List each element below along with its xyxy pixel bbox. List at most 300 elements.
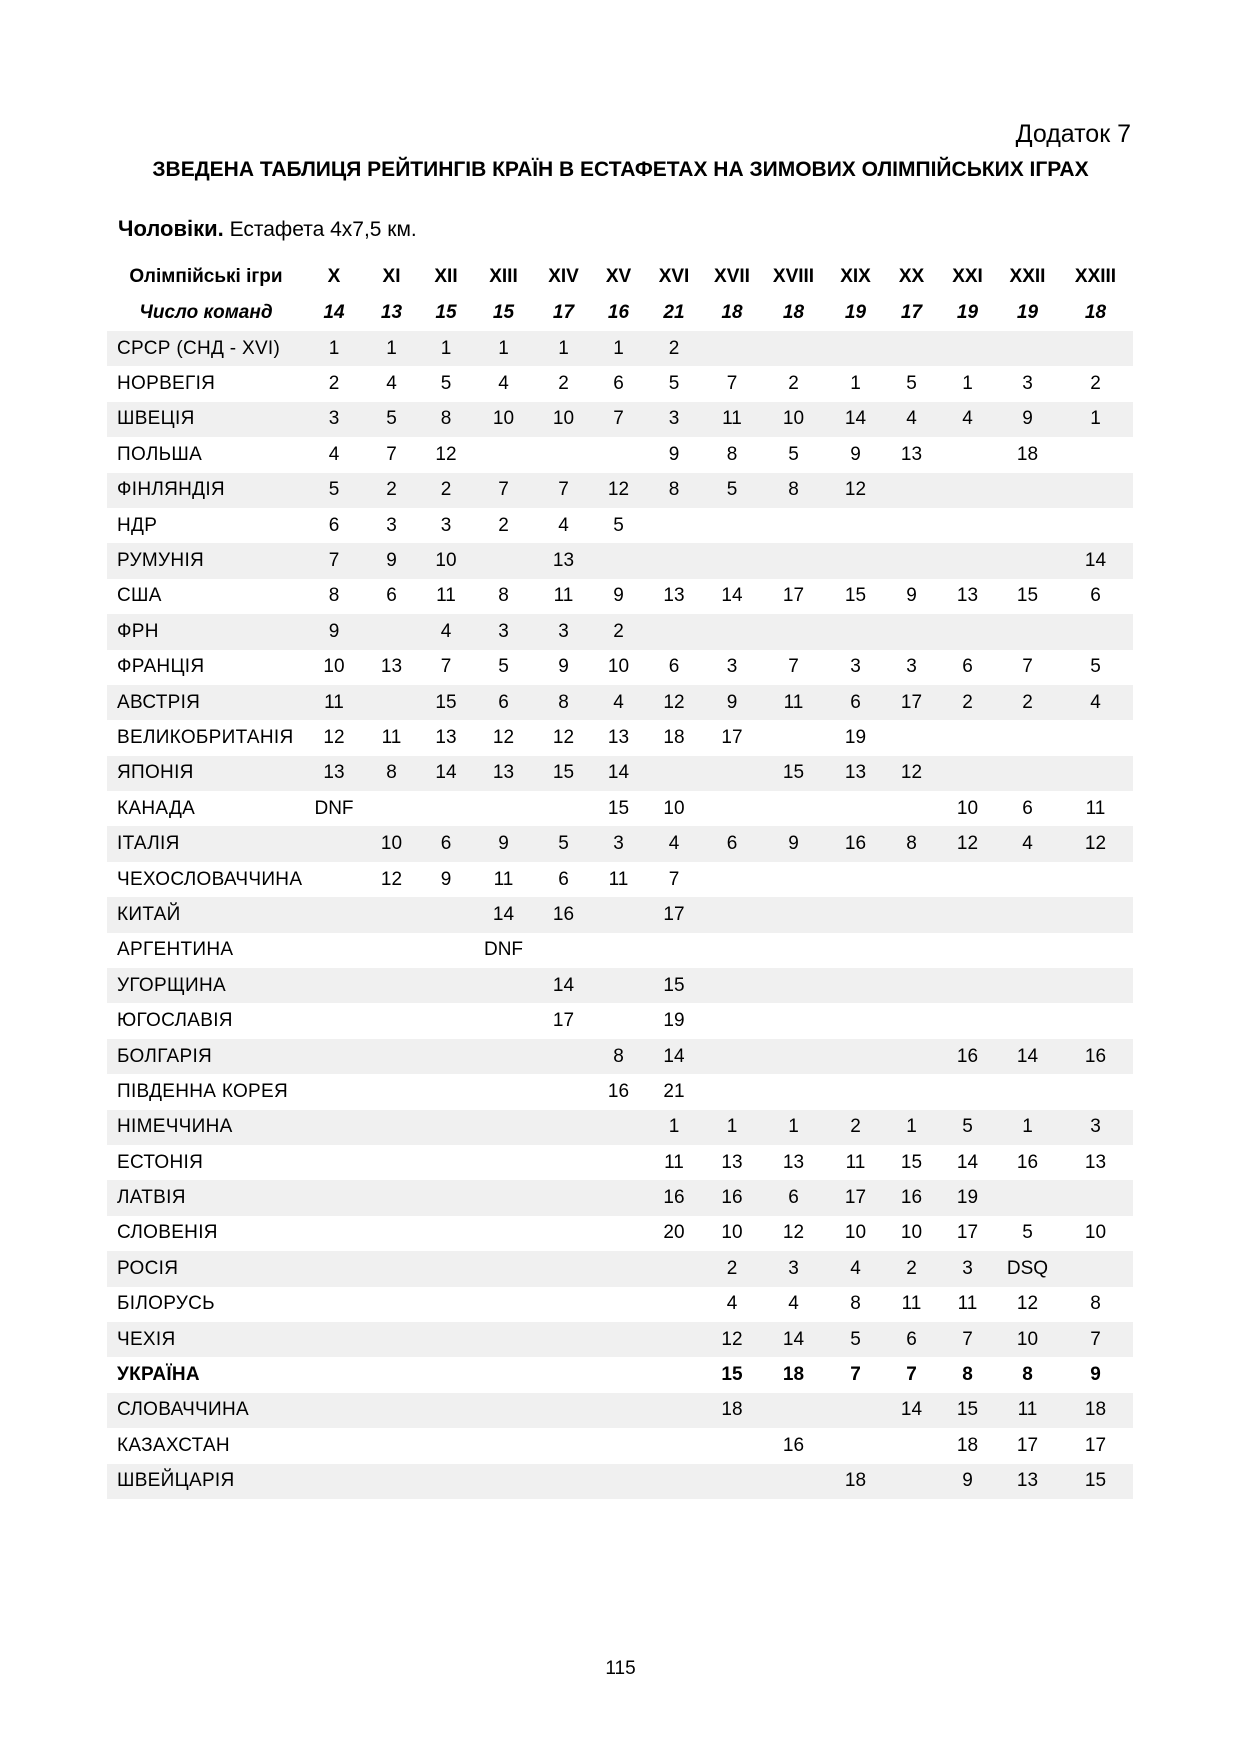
rank-cell — [645, 756, 703, 791]
rank-cell — [472, 1110, 535, 1145]
rank-cell — [645, 1251, 703, 1286]
table-row — [107, 437, 1133, 472]
rank-cell: 3 — [613, 833, 624, 855]
rank-cell: 12 — [1016, 1293, 1039, 1315]
rank-cell: 11 — [324, 691, 344, 713]
rank-cell: 8 — [328, 585, 340, 607]
country-name: ІТАЛІЯ — [117, 833, 180, 855]
rank-cell: 1 — [850, 373, 861, 395]
rank-cell: 8 — [1090, 1293, 1101, 1315]
table-row — [107, 862, 1133, 897]
rank-cell — [363, 933, 420, 968]
subtitle-event: Естафета 4х7,5 км. — [223, 218, 417, 241]
rank-cell: 10 — [663, 797, 685, 819]
rank-cell: 12 — [1084, 833, 1107, 855]
rank-cell: 4 — [613, 691, 624, 713]
table-row — [107, 579, 1133, 614]
rank-cell: 1 — [558, 337, 569, 359]
rank-cell — [305, 1003, 363, 1038]
rank-cell: 17 — [782, 585, 805, 607]
rank-cell: 13 — [607, 726, 630, 748]
games-header-cell: XIV — [548, 266, 579, 287]
table-row — [107, 720, 1133, 755]
rank-cell — [420, 1357, 472, 1392]
rank-cell — [472, 1074, 535, 1109]
rank-cell: 18 — [663, 726, 685, 748]
rank-cell — [363, 1428, 420, 1463]
rank-cell: 14 — [663, 1045, 685, 1067]
rank-cell: 4 — [850, 1257, 861, 1279]
rank-cell: 3 — [558, 620, 569, 642]
rank-cell: 1 — [788, 1116, 799, 1138]
country-name: АВСТРІЯ — [117, 691, 201, 713]
rank-cell: 9 — [558, 656, 569, 678]
rank-cell: 5 — [386, 408, 397, 430]
rank-cell — [1058, 933, 1133, 968]
rank-cell — [363, 1074, 420, 1109]
rank-cell: 1 — [613, 337, 624, 359]
rank-cell: 1 — [1022, 1116, 1033, 1138]
rank-cell: 15 — [435, 691, 457, 713]
games-header-cell: XXI — [952, 266, 983, 287]
country-name: РУМУНІЯ — [117, 550, 205, 572]
rank-cell: 13 — [900, 443, 923, 465]
rank-cell — [703, 614, 761, 649]
rank-cell: 7 — [1090, 1328, 1101, 1350]
rank-cell — [363, 1145, 420, 1180]
rank-cell: 6 — [962, 656, 973, 678]
rank-cell: 14 — [956, 1151, 979, 1173]
rank-cell — [592, 437, 645, 472]
rank-cell: 3 — [1090, 1116, 1101, 1138]
rank-cell: 4 — [906, 408, 917, 430]
rank-cell — [938, 437, 997, 472]
rank-cell: 2 — [788, 373, 799, 395]
rank-cell: 7 — [498, 479, 509, 501]
rank-cell: 9 — [498, 833, 509, 855]
rank-cell — [535, 1145, 592, 1180]
rank-cell — [938, 331, 997, 366]
rank-cell — [535, 1180, 592, 1215]
games-header-cell: XVII — [714, 266, 750, 287]
rank-cell: 5 — [850, 1328, 861, 1350]
rank-cell: 18 — [1016, 443, 1039, 465]
table-row — [107, 1428, 1133, 1463]
games-header-cell: XI — [382, 266, 401, 287]
table-row — [107, 1074, 1133, 1109]
rank-cell — [826, 331, 885, 366]
rank-cell — [535, 1039, 592, 1074]
country-name: США — [117, 585, 162, 607]
country-name: СРСР (СНД - XVI) — [117, 337, 281, 359]
games-header-cell: XV — [605, 266, 632, 287]
rank-cell: 9 — [788, 833, 799, 855]
rank-cell: 16 — [956, 1045, 979, 1067]
rank-cell — [363, 1322, 420, 1357]
rank-cell — [1058, 473, 1133, 508]
rank-cell: 5 — [906, 373, 917, 395]
table-row — [107, 685, 1133, 720]
rank-cell — [472, 968, 535, 1003]
country-name: ЯПОНІЯ — [117, 762, 194, 784]
rank-cell — [420, 1322, 472, 1357]
rank-cell — [938, 897, 997, 932]
rank-cell: 6 — [668, 656, 680, 678]
rank-cell — [420, 1287, 472, 1322]
rank-cell: 8 — [1022, 1364, 1033, 1386]
rank-cell — [645, 543, 703, 578]
rank-cell — [535, 1322, 592, 1357]
rank-cell — [938, 968, 997, 1003]
rank-cell — [645, 508, 703, 543]
rank-cell — [592, 1110, 645, 1145]
section-subtitle — [118, 216, 417, 242]
country-name: ФРН — [117, 620, 159, 642]
rank-cell — [997, 543, 1058, 578]
rank-cell: 13 — [552, 550, 575, 572]
rank-cell — [1058, 756, 1133, 791]
rank-cell — [363, 1357, 420, 1392]
rank-cell: 3 — [440, 514, 452, 536]
rank-cell — [703, 543, 761, 578]
rank-cell: 9 — [613, 585, 624, 607]
rank-cell — [420, 933, 472, 968]
rank-cell — [1058, 508, 1133, 543]
rank-cell — [885, 1074, 938, 1109]
team-count-row — [107, 295, 1133, 331]
rank-cell: 15 — [1084, 1470, 1107, 1492]
rankings-table — [107, 259, 1133, 1499]
rank-cell — [761, 968, 826, 1003]
rank-cell: 7 — [850, 1364, 861, 1386]
rank-cell — [420, 1074, 472, 1109]
rank-cell — [885, 1003, 938, 1038]
rank-cell: 13 — [435, 726, 457, 748]
rank-cell — [305, 1180, 363, 1215]
rank-cell: 8 — [850, 1293, 861, 1315]
rank-cell — [363, 1110, 420, 1145]
rank-cell — [592, 1003, 645, 1038]
rank-cell: 4 — [668, 833, 680, 855]
rank-cell — [703, 756, 761, 791]
rank-cell — [997, 862, 1058, 897]
rank-cell — [761, 1074, 826, 1109]
rank-cell: DNF — [314, 797, 354, 819]
rank-cell: 2 — [558, 373, 569, 395]
rank-cell: 8 — [788, 479, 799, 501]
rank-cell — [535, 1216, 592, 1251]
rank-cell: 15 — [844, 585, 867, 607]
rank-cell — [592, 1216, 645, 1251]
rank-cell — [938, 473, 997, 508]
country-name: НОРВЕГІЯ — [117, 373, 216, 395]
rank-cell: 9 — [328, 620, 340, 642]
rank-cell: 5 — [613, 514, 624, 536]
rank-cell — [997, 968, 1058, 1003]
rank-cell: 3 — [668, 408, 680, 430]
rank-cell: 6 — [726, 833, 738, 855]
rank-cell: 6 — [788, 1187, 799, 1209]
rank-cell — [826, 897, 885, 932]
rank-cell: 12 — [607, 479, 630, 501]
rank-cell: 2 — [613, 620, 624, 642]
games-header-cell: XXII — [1009, 266, 1046, 287]
rank-cell: 8 — [498, 585, 509, 607]
rank-cell — [761, 614, 826, 649]
rank-cell: 10 — [1084, 1222, 1107, 1244]
rank-cell — [761, 933, 826, 968]
country-name: ПОЛЬША — [117, 443, 203, 465]
rank-cell: 2 — [962, 691, 973, 713]
rank-cell: 10 — [721, 1222, 743, 1244]
team-count-cell: 19 — [956, 302, 979, 323]
team-count-label: Число команд — [139, 302, 273, 323]
table-row — [107, 473, 1133, 508]
rank-cell — [305, 1357, 363, 1392]
rank-cell: 4 — [962, 408, 973, 430]
rank-cell: 19 — [663, 1010, 685, 1032]
rank-cell — [592, 1357, 645, 1392]
rank-cell — [420, 1428, 472, 1463]
rank-cell: 12 — [492, 726, 515, 748]
rank-cell: 14 — [492, 903, 515, 925]
rank-cell: 3 — [726, 656, 738, 678]
rank-cell: 17 — [552, 1010, 575, 1032]
rank-cell: 7 — [386, 443, 397, 465]
rank-cell — [1058, 437, 1133, 472]
rank-cell: 18 — [782, 1364, 805, 1386]
table-row — [107, 366, 1133, 401]
rank-cell: 4 — [1022, 833, 1033, 855]
rank-cell: 6 — [328, 514, 340, 536]
rank-cell — [645, 1287, 703, 1322]
rank-cell: 11 — [664, 1151, 684, 1173]
rank-cell — [305, 933, 363, 968]
rank-cell: 4 — [498, 373, 509, 395]
rank-cell — [885, 968, 938, 1003]
rank-cell: 6 — [850, 691, 861, 713]
rank-cell: 17 — [1016, 1434, 1039, 1456]
rank-cell — [885, 508, 938, 543]
rank-cell: 2 — [498, 514, 509, 536]
rank-cell — [645, 1464, 703, 1499]
rank-cell — [1058, 720, 1133, 755]
rank-cell: 7 — [440, 656, 452, 678]
rank-cell — [592, 1287, 645, 1322]
rank-cell: 1 — [906, 1116, 917, 1138]
rank-cell: 12 — [435, 443, 457, 465]
team-count-cell: 19 — [1016, 302, 1039, 323]
rank-cell — [703, 933, 761, 968]
rank-cell: 7 — [788, 656, 799, 678]
rank-cell: 15 — [663, 974, 685, 996]
rank-cell: 2 — [726, 1257, 738, 1279]
country-name: ЧЕХІЯ — [117, 1328, 176, 1350]
rank-cell: 6 — [386, 585, 397, 607]
rank-cell: 13 — [1084, 1151, 1107, 1173]
rank-cell: 13 — [844, 762, 867, 784]
rank-cell — [997, 473, 1058, 508]
rank-cell: 16 — [607, 1080, 630, 1102]
rank-cell: 2 — [1022, 691, 1033, 713]
table-row — [107, 650, 1133, 685]
rank-cell: 13 — [380, 656, 403, 678]
rank-cell — [826, 1039, 885, 1074]
rank-cell: 5 — [558, 833, 569, 855]
rank-cell — [761, 1393, 826, 1428]
rank-cell — [472, 1145, 535, 1180]
rank-cell — [420, 897, 472, 932]
rank-cell — [592, 897, 645, 932]
rank-cell — [535, 1251, 592, 1286]
rank-cell: 5 — [1090, 656, 1101, 678]
rank-cell — [472, 1464, 535, 1499]
rank-cell — [826, 543, 885, 578]
country-name: УКРАЇНА — [117, 1364, 200, 1386]
table-row — [107, 826, 1133, 861]
rank-cell: 1 — [1090, 408, 1101, 430]
rank-cell — [305, 1393, 363, 1428]
rank-cell: 15 — [900, 1151, 923, 1173]
rank-cell — [592, 1145, 645, 1180]
rank-cell — [997, 1180, 1058, 1215]
rank-cell: 20 — [663, 1222, 685, 1244]
rank-cell — [826, 1393, 885, 1428]
rank-cell — [305, 1110, 363, 1145]
rank-cell — [761, 1464, 826, 1499]
rank-cell — [305, 862, 363, 897]
rank-cell: 7 — [668, 868, 680, 890]
rank-cell: 19 — [956, 1187, 979, 1209]
rank-cell — [535, 1287, 592, 1322]
rank-cell — [535, 791, 592, 826]
rank-cell: 14 — [435, 762, 457, 784]
rank-cell: 10 — [900, 1222, 923, 1244]
rank-cell: 9 — [962, 1470, 973, 1492]
rank-cell: 17 — [663, 903, 685, 925]
rank-cell — [703, 1003, 761, 1038]
rank-cell: 1 — [328, 337, 340, 359]
table-row — [107, 933, 1133, 968]
rank-cell: 19 — [844, 726, 867, 748]
rank-cell — [938, 1003, 997, 1038]
rank-cell: 13 — [663, 585, 685, 607]
rank-cell — [761, 1039, 826, 1074]
table-row — [107, 1145, 1133, 1180]
rank-cell: 10 — [607, 656, 630, 678]
rank-cell: 12 — [721, 1328, 743, 1350]
table-row — [107, 508, 1133, 543]
rank-cell — [761, 720, 826, 755]
rank-cell — [592, 1251, 645, 1286]
rank-cell: 2 — [386, 479, 397, 501]
table-row — [107, 614, 1133, 649]
rank-cell — [305, 1216, 363, 1251]
table-row — [107, 1287, 1133, 1322]
country-name: ВЕЛИКОБРИТАНІЯ — [117, 726, 294, 748]
rank-cell — [420, 1393, 472, 1428]
rank-cell — [761, 543, 826, 578]
rank-cell — [997, 756, 1058, 791]
table-row — [107, 331, 1133, 366]
rank-cell: 15 — [1016, 585, 1039, 607]
rank-cell — [305, 1039, 363, 1074]
rank-cell: 12 — [900, 762, 923, 784]
rank-cell — [761, 1003, 826, 1038]
rank-cell — [363, 685, 420, 720]
rank-cell: 1 — [668, 1116, 680, 1138]
rank-cell — [938, 614, 997, 649]
rank-cell — [535, 1110, 592, 1145]
rank-cell — [826, 933, 885, 968]
rank-cell: 11 — [381, 726, 402, 748]
rank-cell: 11 — [1017, 1399, 1038, 1421]
rank-cell — [363, 1180, 420, 1215]
country-name: ЕСТОНІЯ — [117, 1151, 204, 1173]
rank-cell — [305, 1251, 363, 1286]
rank-cell — [472, 1180, 535, 1215]
rank-cell: 16 — [552, 903, 575, 925]
rank-cell: 5 — [440, 373, 452, 395]
games-header-cell: XXIII — [1074, 266, 1117, 287]
rank-cell: 8 — [440, 408, 452, 430]
country-name: СЛОВАЧЧИНА — [117, 1399, 249, 1421]
rank-cell — [938, 933, 997, 968]
rank-cell: 12 — [663, 691, 685, 713]
rank-cell: 8 — [962, 1364, 973, 1386]
rank-cell: 1 — [440, 337, 452, 359]
rank-cell — [826, 508, 885, 543]
rank-cell — [645, 1357, 703, 1392]
rank-cell — [826, 1074, 885, 1109]
rank-cell — [645, 933, 703, 968]
rank-cell — [703, 1039, 761, 1074]
rank-cell — [305, 826, 363, 861]
rank-cell: 12 — [552, 726, 575, 748]
rank-cell: 15 — [721, 1364, 743, 1386]
rank-cell — [592, 1180, 645, 1215]
rank-cell — [420, 1110, 472, 1145]
rank-cell — [363, 791, 420, 826]
rank-cell — [472, 1428, 535, 1463]
team-count-cell: 15 — [492, 302, 515, 323]
country-name: ФРАНЦІЯ — [117, 656, 205, 678]
rank-cell — [420, 1180, 472, 1215]
team-count-cell: 18 — [721, 302, 743, 323]
table-row — [107, 1393, 1133, 1428]
rank-cell: 12 — [782, 1222, 805, 1244]
rank-cell: 3 — [386, 514, 397, 536]
rank-cell: 11 — [553, 585, 574, 607]
rank-cell: 4 — [1090, 691, 1101, 713]
rank-cell: 10 — [435, 550, 457, 572]
rank-cell: 9 — [386, 550, 397, 572]
rank-cell — [885, 933, 938, 968]
rank-cell: 9 — [850, 443, 861, 465]
rank-cell: 14 — [552, 974, 575, 996]
rank-cell: 13 — [323, 762, 345, 784]
games-header-label: Олімпійські ігри — [129, 266, 283, 287]
rank-cell — [826, 968, 885, 1003]
rank-cell — [363, 1039, 420, 1074]
rank-cell — [420, 1145, 472, 1180]
page-number: 115 — [605, 1658, 636, 1679]
rank-cell: DSQ — [1006, 1257, 1049, 1279]
rank-cell: 8 — [386, 762, 397, 784]
rank-cell: 14 — [607, 762, 630, 784]
rank-cell: 11 — [783, 691, 804, 713]
rank-cell — [535, 1074, 592, 1109]
